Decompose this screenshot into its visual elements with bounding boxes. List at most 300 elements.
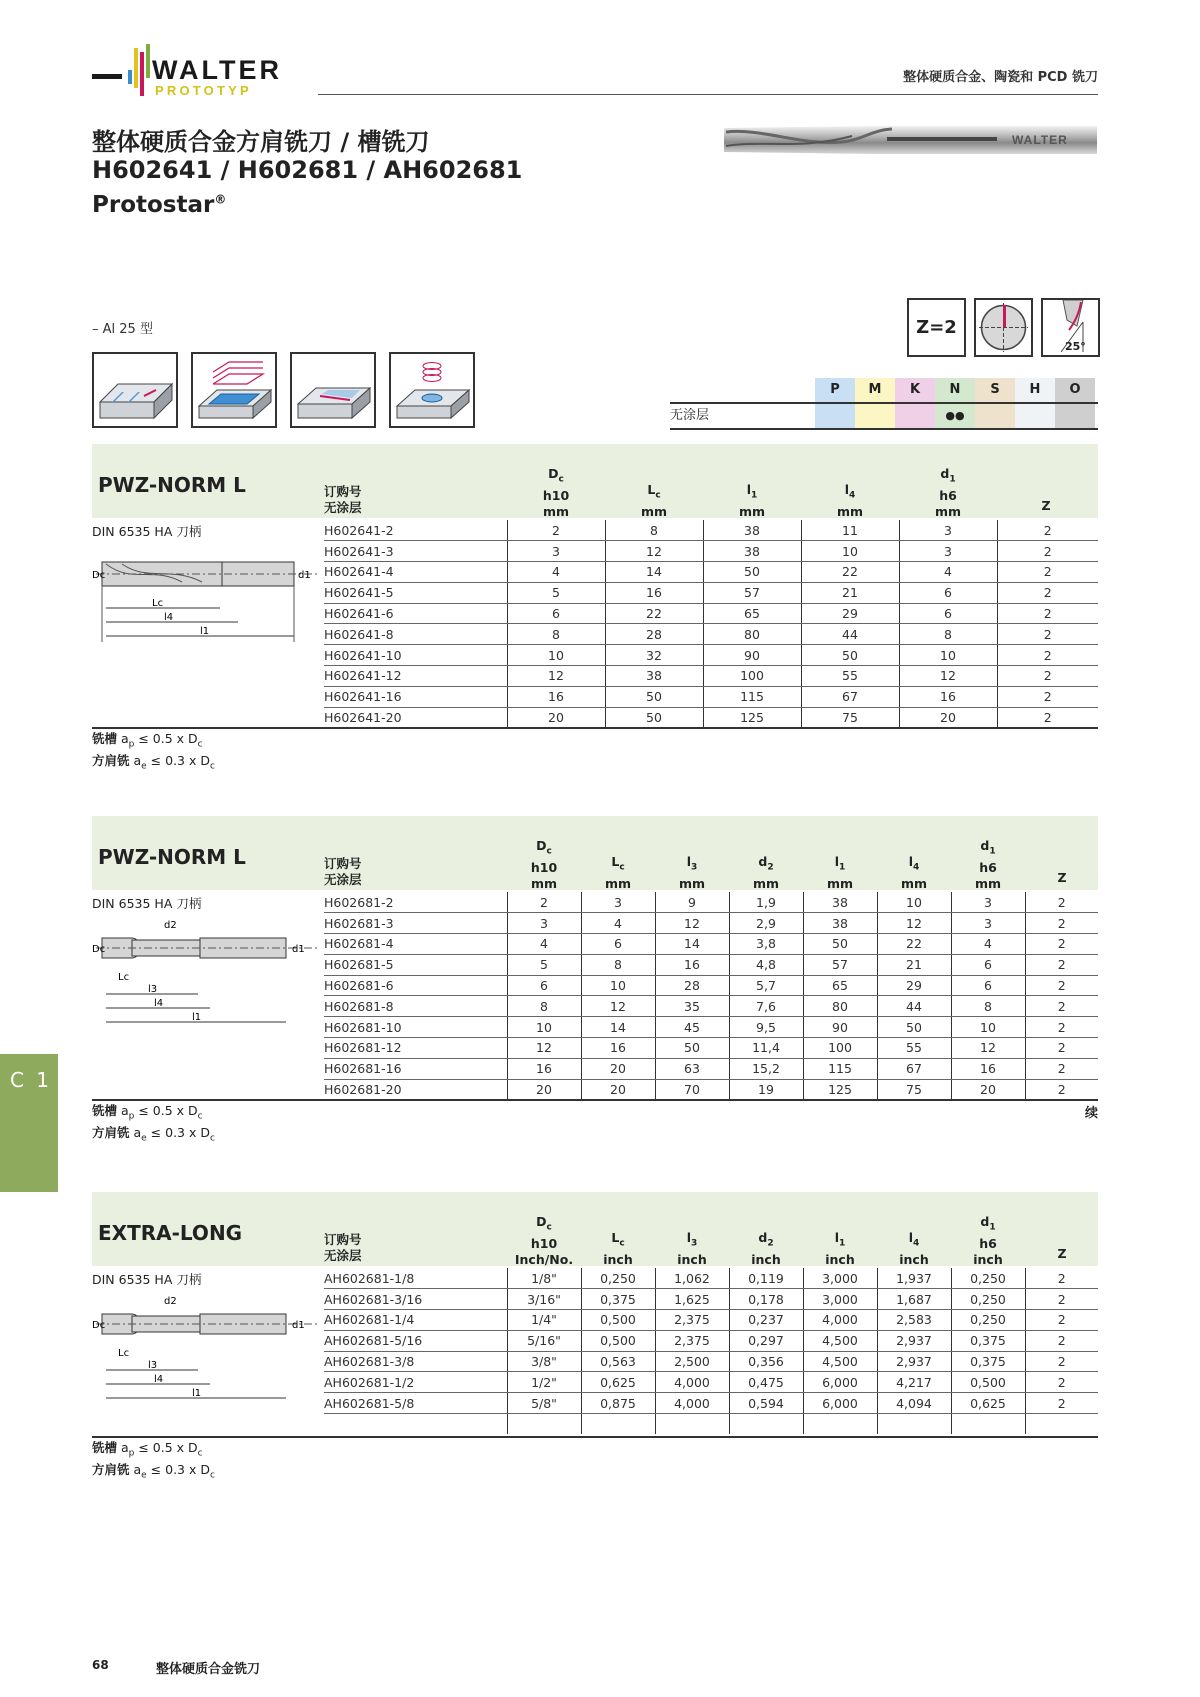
svg-text:l1: l1	[192, 1012, 202, 1023]
svg-text:l4: l4	[164, 612, 174, 623]
material-m: M	[855, 378, 895, 402]
value-cell: 28	[655, 975, 729, 996]
value-cell: 2	[1025, 892, 1098, 913]
center-cutting-icon	[974, 298, 1033, 357]
table-row	[324, 1414, 1098, 1435]
table-row	[324, 520, 1098, 541]
coating-label: 无涂层	[324, 500, 362, 515]
order-number-cell: AH602681-5/16	[324, 1330, 507, 1351]
value-cell: 0,475	[729, 1372, 803, 1393]
chapter-label: C 1	[9, 1068, 52, 1092]
shank-label: DIN 6535 HA 刀柄	[92, 896, 202, 911]
col-l3: $l_3$ inch	[677, 1230, 707, 1267]
table-row	[324, 1330, 1098, 1351]
value-cell: 6	[507, 603, 605, 624]
value-cell: 0,625	[581, 1372, 655, 1393]
order-number-cell: AH602681-3/16	[324, 1289, 507, 1310]
value-cell: 4,217	[877, 1372, 951, 1393]
col-dc: $D_c$ h10 mm	[542, 466, 570, 519]
value-cell: 80	[803, 996, 877, 1017]
col-d1: $d_1$ h6 mm	[934, 466, 962, 519]
order-number-cell: H602641-6	[324, 603, 507, 624]
value-cell: 2	[1025, 1079, 1098, 1100]
value-cell: 2	[997, 624, 1098, 645]
col-dc: $D_c$ h10 mm	[530, 838, 558, 891]
value-cell: 2	[507, 892, 581, 913]
svg-text:Lc: Lc	[118, 1348, 130, 1359]
value-cell: 11	[801, 520, 899, 541]
brand-text: Protostar	[92, 192, 215, 218]
svg-text:l3: l3	[148, 1360, 158, 1371]
value-cell: 12	[655, 913, 729, 934]
value-cell: 22	[877, 934, 951, 955]
svg-text:WALTER: WALTER	[1012, 133, 1068, 147]
value-cell: 55	[801, 666, 899, 687]
value-cell: 12	[877, 913, 951, 934]
value-cell: 29	[877, 975, 951, 996]
footer-title: 整体硬质合金铣刀	[156, 1662, 261, 1677]
order-number-cell: AH602681-1/4	[324, 1310, 507, 1331]
col-d1: $d_1$ h6 inch	[973, 1214, 1003, 1267]
order-number-cell: H602681-8	[324, 996, 507, 1017]
value-cell: 16	[655, 954, 729, 975]
value-cell: 2	[1025, 975, 1098, 996]
value-cell: 9	[655, 892, 729, 913]
value-cell: 0,375	[581, 1289, 655, 1310]
value-cell: 7,6	[729, 996, 803, 1017]
value-cell: 14	[655, 934, 729, 955]
value-cell: 8	[507, 624, 605, 645]
col-lc: $L_c$ inch	[603, 1230, 633, 1267]
value-cell: 2	[1025, 1330, 1098, 1351]
value-cell: 2	[1025, 1058, 1098, 1079]
table-row	[324, 954, 1098, 975]
value-cell: 4,094	[877, 1393, 951, 1414]
value-cell: 2	[1025, 1268, 1098, 1289]
value-cell: 2	[997, 562, 1098, 583]
value-cell: 65	[803, 975, 877, 996]
section-rule	[92, 1099, 1098, 1101]
value-cell: 16	[899, 686, 997, 707]
section-pwz-norm-l-h602681	[92, 816, 1098, 1146]
value-cell: 63	[655, 1058, 729, 1079]
value-cell: 2	[1025, 1310, 1098, 1331]
material-row-label: 无涂层	[670, 408, 710, 423]
table-row	[324, 1372, 1098, 1393]
table-row	[324, 934, 1098, 955]
table-row	[324, 1058, 1098, 1079]
pocket-milling-icon	[191, 352, 277, 428]
value-cell: 16	[605, 582, 703, 603]
value-cell: 4,000	[803, 1310, 877, 1331]
table-row	[324, 624, 1098, 645]
material-uncoated-row	[670, 404, 1098, 428]
svg-text:Dc: Dc	[92, 1320, 106, 1331]
ramping-icon	[290, 352, 376, 428]
col-l4: $l_4$ inch	[899, 1230, 929, 1267]
value-cell: 1/2"	[507, 1372, 581, 1393]
page-title: 整体硬质合金方肩铣刀 / 槽铣刀	[92, 128, 430, 156]
slot-note: 铣槽 $a_p \le 0.5$ x $D_c$	[92, 1103, 203, 1122]
value-cell: 6,000	[803, 1372, 877, 1393]
registered-mark: ®	[214, 192, 227, 207]
value-cell: 28	[605, 624, 703, 645]
value-cell: 2	[997, 603, 1098, 624]
value-cell: 10	[507, 645, 605, 666]
table-row	[324, 1310, 1098, 1331]
section-pwz-norm-l-h602641	[92, 444, 1098, 774]
value-cell: 5,7	[729, 975, 803, 996]
value-cell: 50	[605, 686, 703, 707]
value-cell: 115	[803, 1058, 877, 1079]
material-k: K	[895, 378, 935, 402]
value-cell: 8	[951, 996, 1025, 1017]
value-cell: 20	[899, 707, 997, 728]
svg-text:d2: d2	[164, 920, 177, 931]
order-number-cell: AH602681-5/8	[324, 1393, 507, 1414]
mark-h	[1015, 404, 1055, 428]
value-cell: 0,500	[581, 1330, 655, 1351]
value-cell: 2	[1025, 954, 1098, 975]
flute-count-icon: Z=2	[907, 298, 966, 357]
value-cell: 11,4	[729, 1038, 803, 1059]
value-cell: 12	[581, 996, 655, 1017]
value-cell: 57	[803, 954, 877, 975]
page-number: 68	[92, 1658, 109, 1672]
order-number-cell: AH602681-1/2	[324, 1372, 507, 1393]
value-cell: 1,687	[877, 1289, 951, 1310]
value-cell: 2	[1025, 913, 1098, 934]
value-cell: 38	[803, 892, 877, 913]
value-cell: 50	[803, 934, 877, 955]
value-cell: 21	[877, 954, 951, 975]
col-l1: $l_1$ mm	[826, 854, 854, 891]
svg-text:Dc: Dc	[92, 944, 106, 955]
value-cell: 2	[1025, 1393, 1098, 1414]
value-cell: 75	[801, 707, 899, 728]
value-cell: 3	[951, 892, 1025, 913]
value-cell: 0,356	[729, 1351, 803, 1372]
col-l1: $l_1$ mm	[738, 482, 766, 519]
table-row	[324, 1038, 1098, 1059]
table-row	[324, 913, 1098, 934]
logo-wordmark: WALTER	[152, 55, 282, 85]
value-cell	[729, 1414, 803, 1435]
value-cell: 29	[801, 603, 899, 624]
value-cell: 35	[655, 996, 729, 1017]
value-cell: 6	[507, 975, 581, 996]
section-extra-long	[92, 1192, 1098, 1492]
value-cell: 3	[899, 541, 997, 562]
value-cell: 4	[899, 562, 997, 583]
shoulder-note: 方肩铣 $a_e \le 0.3$ x $D_c$	[92, 1124, 215, 1143]
slot-note: 铣槽 $a_p \le 0.5$ x $D_c$	[92, 731, 203, 750]
tool-dimension-diagram	[92, 916, 322, 1036]
table-row	[324, 975, 1098, 996]
value-cell: 50	[877, 1017, 951, 1038]
value-cell: 0,500	[951, 1372, 1025, 1393]
header-rule	[318, 94, 1098, 95]
value-cell: 2	[1025, 1372, 1098, 1393]
value-cell: 20	[581, 1058, 655, 1079]
table-row	[324, 1079, 1098, 1100]
value-cell: 8	[581, 954, 655, 975]
value-cell: 5/8"	[507, 1393, 581, 1414]
value-cell: 38	[605, 666, 703, 687]
table-row	[324, 996, 1098, 1017]
svg-text:Lc: Lc	[152, 598, 164, 609]
value-cell: 2	[997, 666, 1098, 687]
coating-label: 无涂层	[324, 872, 362, 887]
value-cell: 0,594	[729, 1393, 803, 1414]
value-cell: 90	[703, 645, 801, 666]
value-cell: 22	[801, 562, 899, 583]
value-cell: 1,9	[729, 892, 803, 913]
order-label: 订购号	[324, 856, 362, 871]
value-cell: 2,937	[877, 1330, 951, 1351]
product-codes: H602641 / H602681 / AH602681	[92, 156, 523, 184]
value-cell: 2	[1025, 1289, 1098, 1310]
brand-name	[92, 192, 226, 218]
svg-text:d2: d2	[164, 1296, 177, 1307]
value-cell: 2	[507, 520, 605, 541]
value-cell: 2,500	[655, 1351, 729, 1372]
order-number-cell: H602641-10	[324, 645, 507, 666]
material-o: O	[1055, 378, 1095, 402]
value-cell: 16	[507, 1058, 581, 1079]
col-l4: $l_4$ mm	[900, 854, 928, 891]
walter-prototyp-logo	[92, 44, 302, 100]
shank-label: DIN 6535 HA 刀柄	[92, 524, 202, 539]
order-number-cell: H602681-12	[324, 1038, 507, 1059]
shank-label: DIN 6535 HA 刀柄	[92, 1272, 202, 1287]
helix-angle-icon	[1041, 298, 1100, 357]
value-cell: 6	[951, 954, 1025, 975]
order-number-cell: H602641-5	[324, 582, 507, 603]
order-number-cell: H602681-5	[324, 954, 507, 975]
value-cell: 20	[507, 1079, 581, 1100]
value-cell: 16	[507, 686, 605, 707]
value-cell: 125	[803, 1079, 877, 1100]
helical-plunging-icon	[389, 352, 475, 428]
value-cell: 10	[801, 541, 899, 562]
value-cell: 4,500	[803, 1351, 877, 1372]
value-cell: 22	[605, 603, 703, 624]
value-cell: 3	[899, 520, 997, 541]
value-cell: 6	[951, 975, 1025, 996]
spec-icons	[907, 298, 1100, 357]
value-cell	[507, 1414, 581, 1435]
value-cell: 4	[951, 934, 1025, 955]
order-number-cell: H602641-2	[324, 520, 507, 541]
value-cell: 2	[997, 520, 1098, 541]
value-cell: 21	[801, 582, 899, 603]
svg-text:Lc: Lc	[118, 972, 130, 983]
value-cell: 16	[951, 1058, 1025, 1079]
table-row	[324, 1017, 1098, 1038]
material-p: P	[815, 378, 855, 402]
value-cell: 14	[581, 1017, 655, 1038]
value-cell	[1025, 1414, 1098, 1435]
svg-text:l3: l3	[148, 984, 158, 995]
value-cell: 3,000	[803, 1289, 877, 1310]
col-d1: $d_1$ h6 mm	[974, 838, 1002, 891]
svg-text:l1: l1	[192, 1388, 202, 1399]
value-cell: 2	[1025, 1017, 1098, 1038]
order-number-header	[324, 1232, 362, 1264]
value-cell: 2	[1025, 934, 1098, 955]
svg-text:Dc: Dc	[92, 570, 106, 581]
svg-text:d1: d1	[292, 944, 305, 955]
value-cell	[581, 1414, 655, 1435]
value-cell: 100	[703, 666, 801, 687]
table-row	[324, 541, 1098, 562]
value-cell: 0,250	[951, 1268, 1025, 1289]
table-row	[324, 1289, 1098, 1310]
material-rule-bottom	[670, 428, 1098, 430]
value-cell: 3	[507, 913, 581, 934]
order-number-cell: H602641-4	[324, 562, 507, 583]
section-rule	[92, 727, 1098, 729]
value-cell: 10	[877, 892, 951, 913]
value-cell: 38	[703, 541, 801, 562]
value-cell	[655, 1414, 729, 1435]
application-icons	[92, 352, 475, 428]
value-cell: 3,000	[803, 1268, 877, 1289]
value-cell: 3,8	[729, 934, 803, 955]
value-cell: 0,563	[581, 1351, 655, 1372]
value-cell: 0,237	[729, 1310, 803, 1331]
slot-note: 铣槽 $a_p \le 0.5$ x $D_c$	[92, 1440, 203, 1459]
value-cell: 2	[997, 645, 1098, 666]
value-cell: 12	[507, 1038, 581, 1059]
continued-label: 续	[1084, 1106, 1098, 1121]
value-cell: 10	[951, 1017, 1025, 1038]
value-cell: 4	[581, 913, 655, 934]
value-cell: 20	[507, 707, 605, 728]
value-cell: 0,875	[581, 1393, 655, 1414]
value-cell: 50	[801, 645, 899, 666]
value-cell: 38	[703, 520, 801, 541]
order-number-cell: H602641-20	[324, 710, 402, 726]
value-cell: 45	[655, 1017, 729, 1038]
value-cell: 20	[581, 1079, 655, 1100]
col-z: Z	[1057, 870, 1067, 885]
value-cell: 6	[899, 603, 997, 624]
material-h: H	[1015, 378, 1055, 402]
table-row	[324, 582, 1098, 603]
value-cell: 5	[507, 582, 605, 603]
mark-m	[855, 404, 895, 428]
col-d2: $d_2$ inch	[751, 1230, 781, 1267]
value-cell: 67	[877, 1058, 951, 1079]
value-cell: 2,375	[655, 1330, 729, 1351]
table-row	[324, 707, 1098, 728]
order-number-cell: H602641-3	[324, 541, 507, 562]
order-number-cell: H602641-16	[324, 686, 507, 707]
value-cell: 32	[605, 645, 703, 666]
value-cell: 2,583	[877, 1310, 951, 1331]
value-cell: 0,178	[729, 1289, 803, 1310]
mark-p	[815, 404, 855, 428]
value-cell: 2,9	[729, 913, 803, 934]
svg-text:25°: 25°	[1065, 340, 1086, 353]
value-cell: 4	[507, 562, 605, 583]
table-row	[324, 892, 1098, 913]
order-number-cell: H602641-12	[324, 666, 507, 687]
tool-dimension-diagram	[92, 1292, 322, 1412]
value-cell	[951, 1414, 1025, 1435]
value-cell	[877, 1414, 951, 1435]
value-cell: 0,250	[581, 1268, 655, 1289]
logo-bar	[92, 74, 122, 79]
value-cell: 10	[899, 645, 997, 666]
svg-text:d1: d1	[298, 570, 311, 581]
value-cell: 3	[507, 541, 605, 562]
col-l3: $l_3$ mm	[678, 854, 706, 891]
order-number-cell: H602641-8	[324, 624, 507, 645]
table-row	[324, 603, 1098, 624]
col-z: Z	[1041, 498, 1051, 513]
value-cell: 3/16"	[507, 1289, 581, 1310]
svg-text:l1: l1	[200, 626, 210, 637]
value-cell: 44	[801, 624, 899, 645]
value-cell: 0,500	[581, 1310, 655, 1331]
material-header-row	[670, 378, 1098, 402]
col-lc: $L_c$ mm	[640, 482, 668, 519]
section-rule	[92, 1436, 1098, 1438]
value-cell: 0,119	[729, 1268, 803, 1289]
value-cell: 0,250	[951, 1289, 1025, 1310]
value-cell: 5	[507, 954, 581, 975]
table-row	[324, 1351, 1098, 1372]
order-number-cell: H602681-6	[324, 975, 507, 996]
value-cell: 50	[605, 707, 703, 728]
value-cell: 1,625	[655, 1289, 729, 1310]
svg-text:l4: l4	[154, 1374, 164, 1385]
mark-n: ●●	[935, 404, 975, 428]
section-title: PWZ-NORM L	[98, 473, 246, 497]
product-table	[324, 892, 1098, 1100]
value-cell: 4,000	[655, 1393, 729, 1414]
value-cell: 115	[703, 686, 801, 707]
value-cell: 12	[605, 541, 703, 562]
end-mill-photo	[722, 120, 1097, 158]
chapter-tab	[0, 1054, 58, 1192]
value-cell: 0,625	[951, 1393, 1025, 1414]
value-cell: 2	[1025, 1351, 1098, 1372]
header-category: 整体硬质合金、陶瓷和 PCD 铣刀	[903, 70, 1098, 85]
value-cell: 19	[729, 1079, 803, 1100]
table-row	[324, 686, 1098, 707]
value-cell: 0,375	[951, 1330, 1025, 1351]
table-row	[324, 645, 1098, 666]
table-row	[324, 1393, 1098, 1414]
shoulder-note: 方肩铣 $a_e \le 0.3$ x $D_c$	[92, 1461, 215, 1480]
order-number-header	[324, 856, 362, 888]
col-z: Z	[1057, 1246, 1067, 1261]
subtype-label: – Al 25 型	[92, 322, 153, 337]
order-number-cell: H602681-4	[324, 934, 507, 955]
section-title: EXTRA-LONG	[98, 1221, 243, 1245]
cutting-notes	[92, 1440, 215, 1483]
value-cell: 8	[899, 624, 997, 645]
value-cell: 12	[507, 666, 605, 687]
value-cell: 125	[703, 707, 801, 728]
value-cell: 8	[507, 996, 581, 1017]
value-cell: 1/4"	[507, 1310, 581, 1331]
coating-label: 无涂层	[324, 1248, 362, 1263]
